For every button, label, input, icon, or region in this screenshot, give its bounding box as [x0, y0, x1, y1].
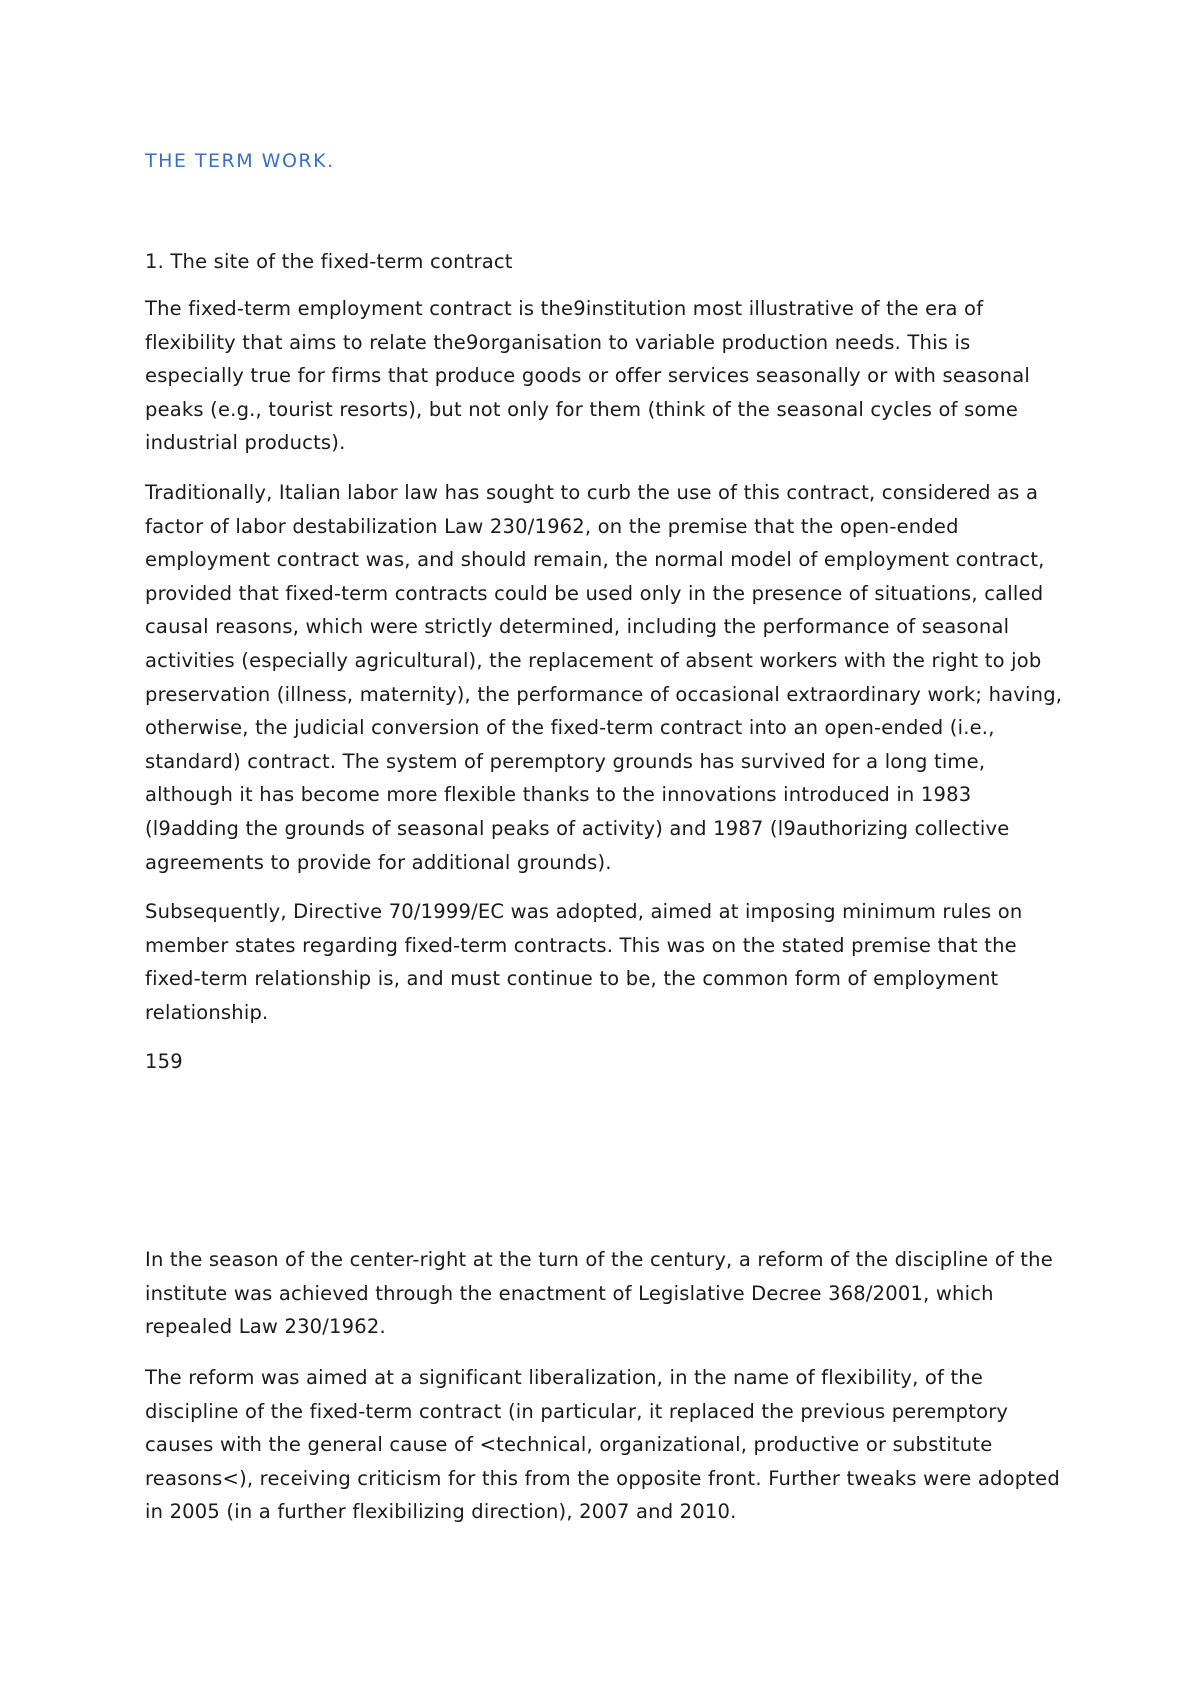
document-title: THE TERM WORK.: [145, 150, 335, 172]
paragraph-text: In the season of the center-right at the turn of the century, a reform of the discipline of the institute was achieved through the enactment of Legislative Decree 368/2001, which repealed Law 230/1962.: [145, 1248, 1053, 1339]
paragraph-4: [145, 1243, 1065, 1344]
paragraph-text: The fixed-term employment contract is the9institution most illustrative of the era of flexibility that aims to relate the9organisation to variable production needs. This is especially true for firms that produce goods or offer services seasonally or with seasonal peaks (e.g., tourist resorts), but not only for them (think of the seasonal cycles of some industrial products).: [145, 297, 1030, 455]
paragraph-1: [145, 292, 1065, 460]
paragraph-text: Traditionally, Italian labor law has sought to curb the use of this contract, considered as a factor of labor destabilization Law 230/1962, on the premise that the open-ended employment contract was, and should remain, the normal model of employment contract, provided that fixed-term contracts could be used only in the presence of situations, called causal reasons, which were strictly determined, including the performance of seasonal activities (especially agricultural), the replacement of absent workers with the right to job preservation (illness, maternity), the performance of occasional extraordinary work; having, otherwise, the judicial conversion of the fixed-term contract into an open-ended (i.e., standard) contract. The system of peremptory grounds has survived for a long time, although it has become more flexible thanks to the innovations introduced in 1983 (l9adding the grounds of seasonal peaks of activity) and 1987 (l9authorizing collective agreements to provide for additional grounds).: [145, 481, 1063, 874]
paragraph-2: [145, 476, 1065, 879]
paragraph-text: The reform was aimed at a significant liberalization, in the name of flexibility, of the discipline of the fixed-term contract (in particular, it replaced the previous peremptory causes with the general cause of <technical, organizational, productive or substitute reasons<), receiving criticism for this from the opposite front. Further tweaks were adopted in 2005 (in a further flexibilizing direction), 2007 and 2010.: [145, 1366, 1060, 1524]
section-heading: 1. The site of the fixed-term contract: [145, 250, 513, 273]
page-number: 159: [145, 1050, 183, 1073]
paragraph-3: [145, 895, 1065, 1029]
paragraph-text: Subsequently, Directive 70/1999/EC was adopted, aimed at imposing minimum rules on member states regarding fixed-term contracts. This was on the stated premise that the fixed-term relationship is, and must continue to be, the common form of employment relationship.: [145, 900, 1023, 1024]
paragraph-5: [145, 1361, 1065, 1529]
